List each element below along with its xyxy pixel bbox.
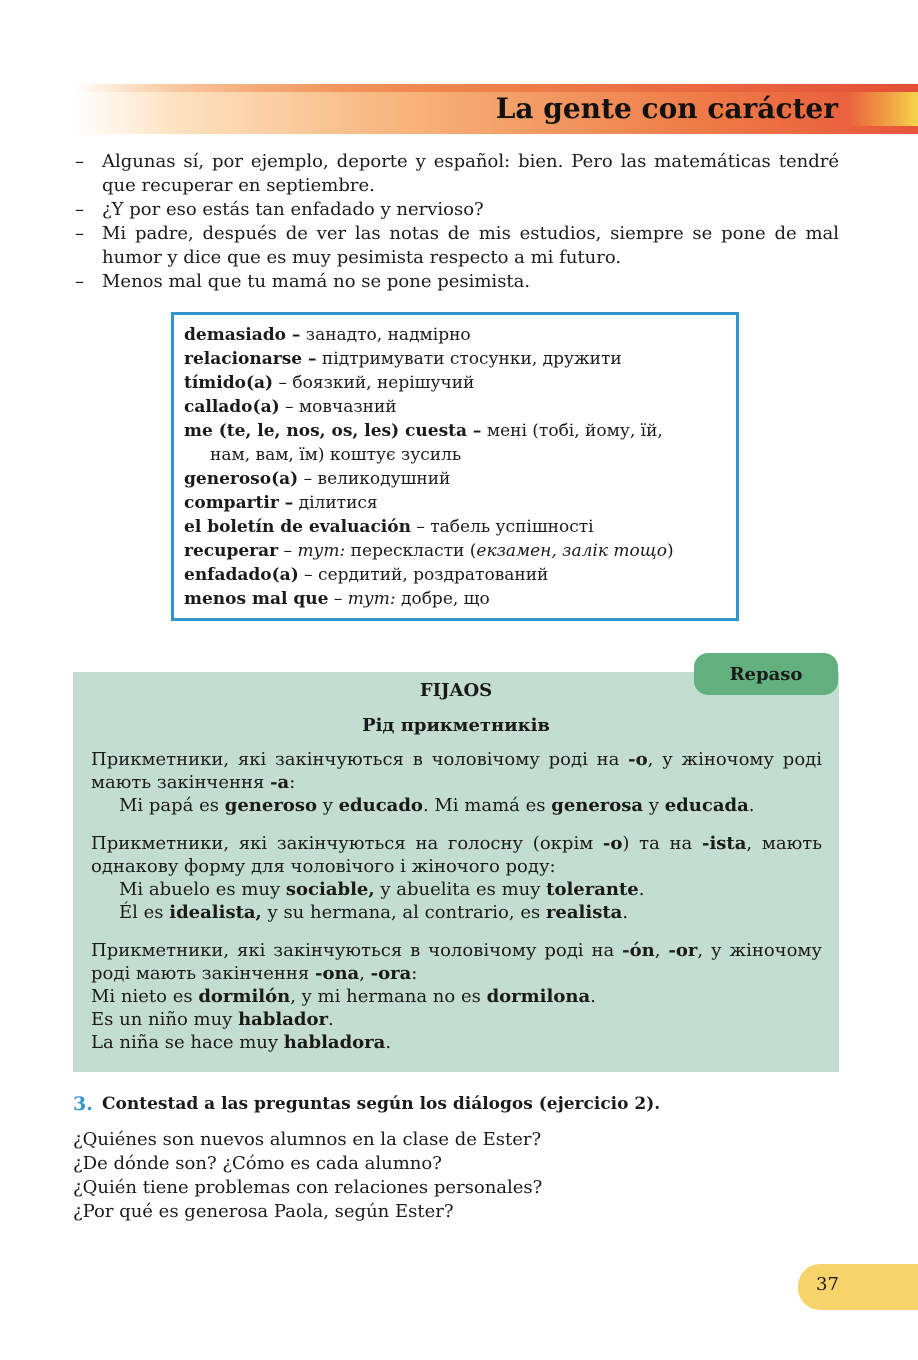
exercise-number: 3. [73,1093,93,1115]
question-item: ¿De dónde son? ¿Cómo es cada alumno? [73,1153,442,1174]
vocab-definition: – великодушний [298,469,451,489]
vocab-definition: – сердитий, роздратований [298,565,549,585]
rule-ending: -a [270,772,290,793]
grammar-subtitle: Рід прикметників [362,715,550,736]
page-number: 37 [816,1274,839,1295]
vocab-definition: ) [667,541,674,561]
vocab-definition: підтримувати стосунки, дружити [316,349,622,369]
vocab-entry-continued: нам, вам, їм) коштує зусиль [210,445,462,465]
vocab-entry [184,515,724,539]
rule-ending: -o [628,749,648,770]
example-word: generosa [551,795,644,816]
vocab-entry [184,347,724,371]
vocab-term: callado(a) [184,397,280,417]
vocab-note: екзамен, залік тощо [476,541,668,561]
dash-mark: – [75,271,84,292]
rule-text: , [654,940,669,961]
example-text: y su hermana, al contrario, es [261,902,546,923]
rule-ending: -ora [370,963,412,984]
question-item: ¿Quién tiene problemas con relaciones personales? [73,1177,543,1198]
vocab-definition: ділитися [293,493,378,513]
rule-text: Прикметники, які закінчуються на голосну (окрім [91,833,603,854]
vocab-entry [184,371,724,395]
rule-ending: -o [602,833,623,854]
grammar-rule-block [91,832,822,924]
grammar-example [91,878,822,901]
dash-mark: – [75,199,84,220]
vocab-entry [184,539,724,563]
example-word: educado [338,795,423,816]
header-stripe [75,84,918,92]
vocab-term: generoso(a) [184,469,299,489]
grammar-title: FIJAOS [419,680,493,701]
grammar-example [91,794,822,817]
vocab-entry [184,419,724,443]
example-text: . Mi mamá es [422,795,552,816]
vocab-entry [184,395,724,419]
question-item: ¿Quiénes son nuevos alumnos en la clase de Ester? [73,1129,542,1150]
vocab-term: demasiado – [184,325,301,345]
vocab-term: me (te, le, nos, os, les) cuesta – [184,421,482,441]
vocab-definition: – [278,541,298,561]
rule-ending: -ona [314,963,360,984]
example-word: dormilón [198,986,291,1007]
rule-text: , у жіночому роді мають закінчення [91,940,822,984]
grammar-example [91,901,822,924]
example-text: La niña se hace muy [91,1032,284,1053]
vocab-term: relacionarse – [184,349,317,369]
rule-text: : [411,963,418,984]
example-word: habladora [283,1032,386,1053]
dialog-line [75,150,839,198]
example-text: . [622,902,629,923]
dialog-text: ¿Y por eso estás tan enfadado y nervioso? [102,199,484,220]
dialog-line [75,222,839,270]
question-list [73,1128,542,1224]
example-text: Mi papá es [119,795,225,816]
dialog-line [75,198,839,222]
vocab-definition: мені (тобі, йому, їй, [481,421,663,441]
grammar-rule [91,748,822,794]
example-text: , y mi hermana no es [290,986,487,1007]
example-text: . [590,986,596,1007]
rule-ending: -ista [701,833,747,854]
rule-text: ) та на [622,833,702,854]
example-word: educada [664,795,749,816]
dash-mark: – [75,223,84,244]
grammar-rule [91,939,822,985]
exercise-title: Contestad a las preguntas según los diálogos (ejercicio 2). [102,1094,661,1114]
vocab-definition: перескласти ( [345,541,477,561]
example-text: Él es [119,902,170,923]
rule-ending: -ón [622,940,655,961]
dialog-text: Mi padre, después de ver las notas de mis estudios, siempre se pone de mal humor y dice que es muy pesimista respecto a mi futuro. [102,223,839,268]
grammar-rule-block [91,748,822,817]
rule-ending: -or [668,940,698,961]
vocab-note: тут: [347,589,396,609]
vocab-entry [184,491,724,515]
example-word: hablador [238,1009,328,1030]
example-text: y [316,795,339,816]
vocab-term: recuperar [184,541,279,561]
vocab-definition: – боязкий, нерішучий [273,373,475,393]
vocab-definition: – мовчазний [279,397,397,417]
vocab-definition: занадто, надмірно [300,325,471,345]
example-word: generoso [224,795,317,816]
rule-text: Прикметники, які закінчуються в чоловічому роді на [91,749,629,770]
rule-text: , [359,963,371,984]
vocab-term: el boletín de evaluación [184,517,411,537]
rule-text: , мають однакову форму для чоловічого і жіночого роду: [91,833,823,877]
grammar-rule [91,832,822,878]
example-word: sociable, [285,879,375,900]
repaso-badge: Repaso [694,653,838,695]
vocabulary-box [171,312,739,621]
example-word: realista [545,902,623,923]
example-text: . [385,1032,392,1053]
example-text: . [638,879,645,900]
example-text: y abuelita es muy [374,879,547,900]
dash-mark: – [75,151,84,172]
example-word: idealista, [169,902,262,923]
grammar-example [91,1008,822,1031]
vocab-definition: – [328,589,348,609]
example-text: Mi nieto es [91,986,199,1007]
rule-text: : [289,772,296,793]
grammar-example [91,1031,822,1054]
example-word: tolerante [546,879,639,900]
vocab-term: tímido(a) [184,373,274,393]
vocab-entry [184,563,724,587]
vocab-definition: добре, що [395,589,490,609]
question-item: ¿Por qué es generosa Paola, según Ester? [73,1201,454,1222]
dialog-list [75,150,839,294]
dialog-text: Menos mal que tu mamá no se pone pesimista. [102,271,531,292]
dialog-text: Algunas sí, por ejemplo, deporte y español: bien. Pero las matemáticas tendré que recuperar en septiembre. [102,151,839,196]
example-text: . [748,795,755,816]
rule-text: Прикметники, які закінчуються в чоловічому роді на [91,940,623,961]
example-text: Es un niño muy [91,1009,239,1030]
vocab-entry [184,467,724,491]
grammar-rule-block [91,939,822,1054]
rule-text: , у жіночому роді мають закінчення [91,749,823,793]
example-text: y [643,795,665,816]
header-yellow-accent [848,92,918,126]
vocab-term: menos mal que [184,589,329,609]
vocab-term: enfadado(a) [184,565,299,585]
grammar-example [91,985,822,1008]
example-word: dormilona [486,986,591,1007]
vocab-entry [184,587,724,611]
page-title: La gente con carácter [495,92,838,125]
example-text: Mi abuelo es muy [119,879,286,900]
example-text: . [327,1009,334,1030]
vocab-entry [184,323,724,347]
vocab-term: compartir – [184,493,294,513]
dialog-line [75,270,839,294]
vocab-definition: – табель успішності [410,517,594,537]
vocab-note: тут: [297,541,346,561]
